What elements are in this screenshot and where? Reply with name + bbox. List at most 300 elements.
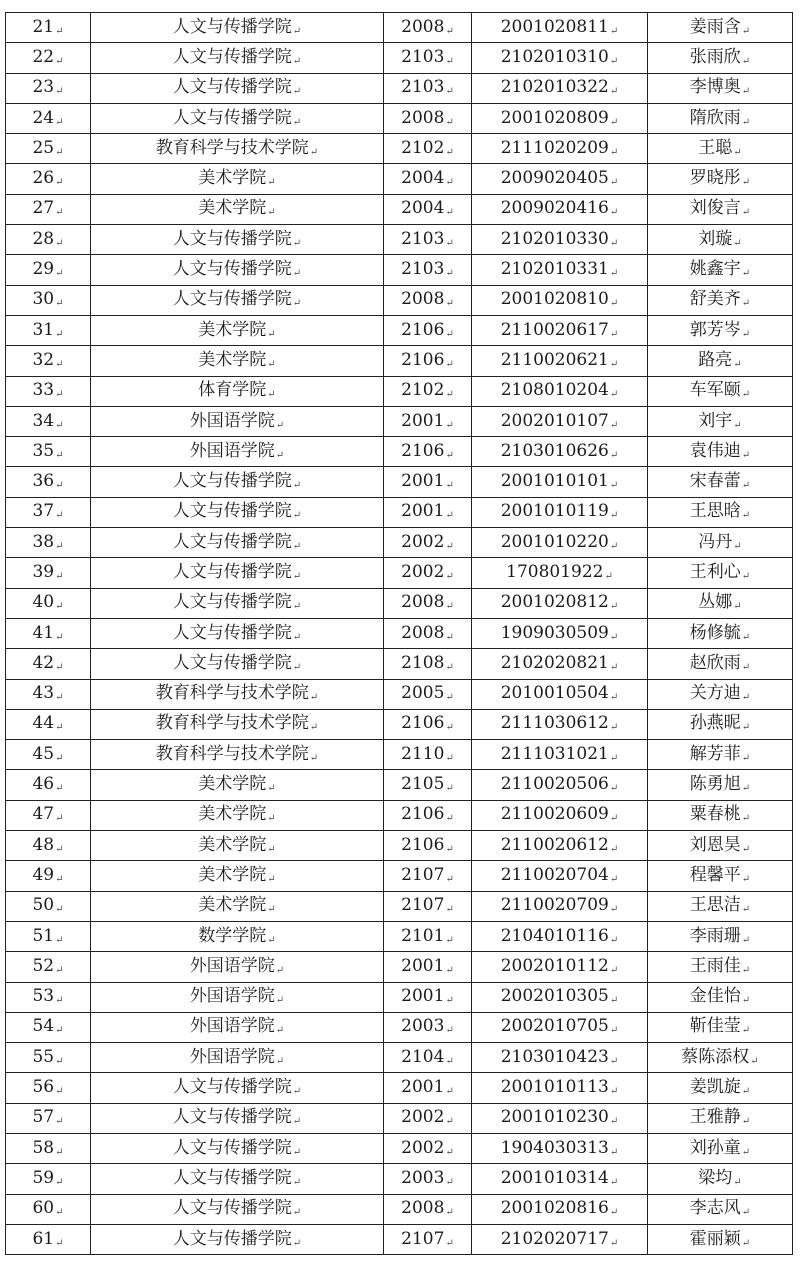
- paragraph-mark-icon: ↵: [292, 298, 302, 310]
- student-id-cell: [472, 376, 648, 406]
- cell-text: 2008: [401, 107, 445, 128]
- class-code-cell: [384, 376, 472, 406]
- row-number-cell: [6, 1043, 91, 1073]
- paragraph-mark-icon: ↵: [445, 237, 454, 249]
- cell-text: 41: [32, 622, 55, 643]
- student-name-cell: [648, 1073, 793, 1103]
- cell-text: 人文与传播学院: [172, 501, 292, 522]
- class-code-cell: [384, 588, 472, 618]
- cell-text: 2001: [401, 501, 445, 522]
- cell-text: 外国语学院: [189, 1016, 275, 1037]
- paragraph-mark-icon: ↵: [292, 661, 302, 673]
- cell-text: 2001: [401, 1077, 445, 1098]
- cell-text: 26: [32, 168, 55, 189]
- row-number-cell: [6, 13, 91, 43]
- paragraph-mark-icon: ↵: [445, 722, 454, 734]
- cell-text: 教育科学与技术学院: [155, 713, 309, 734]
- college-cell: [91, 13, 384, 43]
- student-name-cell: [648, 800, 793, 830]
- paragraph-mark-icon: ↵: [55, 873, 64, 885]
- paragraph-mark-icon: ↵: [292, 480, 302, 492]
- paragraph-mark-icon: ↵: [609, 237, 619, 249]
- paragraph-mark-icon: ↵: [55, 1176, 64, 1188]
- paragraph-mark-icon: ↵: [604, 570, 613, 582]
- paragraph-mark-icon: ↵: [609, 328, 619, 340]
- cell-text: 程馨平: [689, 864, 741, 885]
- paragraph-mark-icon: ↵: [741, 964, 751, 976]
- college-cell: [91, 103, 384, 133]
- cell-text: 2103010626: [500, 440, 609, 461]
- cell-text: 人文与传播学院: [172, 107, 292, 128]
- paragraph-mark-icon: ↵: [609, 904, 619, 916]
- student-name-cell: [648, 861, 793, 891]
- row-number-cell: [6, 315, 91, 345]
- paragraph-mark-icon: ↵: [741, 55, 751, 67]
- paragraph-mark-icon: ↵: [309, 752, 319, 764]
- row-number-cell: [6, 800, 91, 830]
- paragraph-mark-icon: ↵: [609, 601, 619, 613]
- student-id-cell: [472, 225, 648, 255]
- cell-text: 教育科学与技术学院: [155, 137, 309, 158]
- student-id-cell: [472, 1133, 648, 1163]
- class-code-cell: [384, 73, 472, 103]
- paragraph-mark-icon: ↵: [275, 419, 285, 431]
- paragraph-mark-icon: ↵: [733, 146, 742, 158]
- college-cell: [91, 315, 384, 345]
- paragraph-mark-icon: ↵: [292, 25, 302, 37]
- student-id-cell: [472, 285, 648, 315]
- table-row: [6, 982, 793, 1012]
- class-code-cell: [384, 770, 472, 800]
- paragraph-mark-icon: ↵: [292, 1116, 302, 1128]
- cell-text: 2107: [401, 864, 445, 885]
- paragraph-mark-icon: ↵: [609, 813, 619, 825]
- cell-text: 61: [32, 1228, 55, 1249]
- student-id-cell: [472, 194, 648, 224]
- cell-text: 51: [32, 925, 55, 946]
- cell-text: 蔡陈添权: [681, 1046, 750, 1067]
- paragraph-mark-icon: ↵: [267, 813, 276, 825]
- row-number-cell: [6, 1073, 91, 1103]
- paragraph-mark-icon: ↵: [445, 449, 454, 461]
- cell-text: 人文与传播学院: [172, 46, 292, 67]
- cell-text: 外国语学院: [189, 955, 275, 976]
- class-code-cell: [384, 164, 472, 194]
- paragraph-mark-icon: ↵: [267, 389, 276, 401]
- cell-text: 50: [32, 895, 55, 916]
- cell-text: 2002: [401, 531, 445, 552]
- cell-text: 2106: [401, 349, 445, 370]
- cell-text: 2110020621: [500, 349, 609, 370]
- cell-text: 2102020821: [500, 652, 609, 673]
- paragraph-mark-icon: ↵: [55, 783, 64, 795]
- cell-text: 2102010322: [500, 77, 609, 98]
- paragraph-mark-icon: ↵: [445, 813, 454, 825]
- student-name-cell: [648, 164, 793, 194]
- college-cell: [91, 73, 384, 103]
- student-name-cell: [648, 649, 793, 679]
- cell-text: 郭芳岑: [689, 319, 741, 340]
- cell-text: 2107: [401, 1228, 445, 1249]
- paragraph-mark-icon: ↵: [55, 722, 64, 734]
- row-number-cell: [6, 982, 91, 1012]
- paragraph-mark-icon: ↵: [741, 661, 751, 673]
- paragraph-mark-icon: ↵: [609, 661, 619, 673]
- paragraph-mark-icon: ↵: [741, 1207, 751, 1219]
- cell-text: 60: [32, 1198, 55, 1219]
- row-number-cell: [6, 134, 91, 164]
- cell-text: 2001020810: [500, 289, 609, 310]
- cell-text: 姚鑫宇: [689, 259, 741, 280]
- cell-text: 36: [32, 471, 55, 492]
- table-row: [6, 1043, 793, 1073]
- paragraph-mark-icon: ↵: [445, 1086, 454, 1098]
- cell-text: 2001020812: [500, 592, 609, 613]
- paragraph-mark-icon: ↵: [55, 55, 64, 67]
- cell-text: 赵欣雨: [689, 652, 741, 673]
- row-number-cell: [6, 558, 91, 588]
- row-number-cell: [6, 467, 91, 497]
- college-cell: [91, 43, 384, 73]
- college-cell: [91, 225, 384, 255]
- paragraph-mark-icon: ↵: [292, 1207, 302, 1219]
- paragraph-mark-icon: ↵: [741, 843, 751, 855]
- paragraph-mark-icon: ↵: [445, 1025, 454, 1037]
- cell-text: 美术学院: [198, 198, 267, 219]
- paragraph-mark-icon: ↵: [445, 480, 454, 492]
- student-name-cell: [648, 709, 793, 739]
- cell-text: 人文与传播学院: [172, 228, 292, 249]
- cell-text: 2003: [401, 1167, 445, 1188]
- paragraph-mark-icon: ↵: [445, 631, 454, 643]
- paragraph-mark-icon: ↵: [741, 116, 751, 128]
- cell-text: 2111031021: [500, 743, 609, 764]
- paragraph-mark-icon: ↵: [609, 1086, 619, 1098]
- paragraph-mark-icon: ↵: [55, 146, 64, 158]
- class-code-cell: [384, 1194, 472, 1224]
- cell-text: 李雨珊: [689, 925, 741, 946]
- paragraph-mark-icon: ↵: [609, 55, 619, 67]
- paragraph-mark-icon: ↵: [55, 904, 64, 916]
- table-row: [6, 1073, 793, 1103]
- cell-text: 52: [32, 955, 55, 976]
- cell-text: 56: [32, 1077, 55, 1098]
- table-row: [6, 164, 793, 194]
- cell-text: 59: [32, 1167, 55, 1188]
- student-id-cell: [472, 13, 648, 43]
- paragraph-mark-icon: ↵: [445, 934, 454, 946]
- cell-text: 2002010107: [500, 410, 609, 431]
- paragraph-mark-icon: ↵: [741, 1237, 751, 1249]
- cell-text: 美术学院: [198, 168, 267, 189]
- cell-text: 体育学院: [198, 380, 267, 401]
- college-cell: [91, 618, 384, 648]
- cell-text: 外国语学院: [189, 986, 275, 1007]
- row-number-cell: [6, 861, 91, 891]
- college-cell: [91, 1133, 384, 1163]
- paragraph-mark-icon: ↵: [609, 1146, 619, 1158]
- paragraph-mark-icon: ↵: [55, 631, 64, 643]
- cell-text: 2102: [401, 380, 445, 401]
- paragraph-mark-icon: ↵: [445, 510, 454, 522]
- cell-text: 2008: [401, 1198, 445, 1219]
- college-cell: [91, 1164, 384, 1194]
- row-number-cell: [6, 618, 91, 648]
- paragraph-mark-icon: ↵: [609, 1055, 619, 1067]
- row-number-cell: [6, 406, 91, 436]
- college-cell: [91, 134, 384, 164]
- student-id-cell: [472, 437, 648, 467]
- cell-text: 58: [32, 1137, 55, 1158]
- cell-text: 金佳怡: [689, 986, 741, 1007]
- college-cell: [91, 1103, 384, 1133]
- student-name-cell: [648, 376, 793, 406]
- cell-text: 2110020506: [500, 774, 609, 795]
- college-cell: [91, 588, 384, 618]
- table-row: [6, 618, 793, 648]
- paragraph-mark-icon: ↵: [741, 904, 751, 916]
- cell-text: 2108010204: [500, 380, 609, 401]
- class-code-cell: [384, 649, 472, 679]
- cell-text: 2001010119: [500, 501, 609, 522]
- paragraph-mark-icon: ↵: [292, 601, 302, 613]
- cell-text: 23: [32, 77, 55, 98]
- class-code-cell: [384, 891, 472, 921]
- paragraph-mark-icon: ↵: [55, 692, 64, 704]
- cell-text: 粟春桃: [689, 804, 741, 825]
- paragraph-mark-icon: ↵: [55, 843, 64, 855]
- paragraph-mark-icon: ↵: [275, 995, 285, 1007]
- class-code-cell: [384, 861, 472, 891]
- paragraph-mark-icon: ↵: [741, 510, 751, 522]
- table-row: [6, 467, 793, 497]
- college-cell: [91, 285, 384, 315]
- cell-text: 2110020612: [500, 834, 609, 855]
- cell-text: 2106: [401, 834, 445, 855]
- college-cell: [91, 1194, 384, 1224]
- student-id-cell: [472, 982, 648, 1012]
- class-code-cell: [384, 1224, 472, 1254]
- cell-text: 1909030509: [500, 622, 609, 643]
- paragraph-mark-icon: ↵: [609, 177, 619, 189]
- cell-text: 2101: [401, 925, 445, 946]
- cell-text: 2102010310: [500, 46, 609, 67]
- cell-text: 2001: [401, 410, 445, 431]
- paragraph-mark-icon: ↵: [292, 1176, 302, 1188]
- cell-text: 2002: [401, 1137, 445, 1158]
- paragraph-mark-icon: ↵: [55, 207, 64, 219]
- student-name-cell: [648, 831, 793, 861]
- class-code-cell: [384, 921, 472, 951]
- cell-text: 29: [32, 259, 55, 280]
- paragraph-mark-icon: ↵: [741, 631, 751, 643]
- cell-text: 33: [32, 380, 55, 401]
- cell-text: 王聪: [698, 137, 733, 158]
- cell-text: 2001: [401, 986, 445, 1007]
- row-number-cell: [6, 497, 91, 527]
- cell-text: 关方迪: [689, 683, 741, 704]
- cell-text: 40: [32, 592, 55, 613]
- student-id-cell: [472, 1073, 648, 1103]
- student-id-cell: [472, 1224, 648, 1254]
- college-cell: [91, 346, 384, 376]
- paragraph-mark-icon: ↵: [445, 1207, 454, 1219]
- paragraph-mark-icon: ↵: [741, 480, 751, 492]
- paragraph-mark-icon: ↵: [292, 510, 302, 522]
- paragraph-mark-icon: ↵: [741, 783, 751, 795]
- paragraph-mark-icon: ↵: [292, 631, 302, 643]
- paragraph-mark-icon: ↵: [741, 449, 751, 461]
- paragraph-mark-icon: ↵: [292, 570, 302, 582]
- cell-text: 2002: [401, 1107, 445, 1128]
- college-cell: [91, 497, 384, 527]
- table-row: [6, 103, 793, 133]
- paragraph-mark-icon: ↵: [733, 237, 742, 249]
- row-number-cell: [6, 437, 91, 467]
- row-number-cell: [6, 346, 91, 376]
- cell-text: 外国语学院: [189, 440, 275, 461]
- table-row: [6, 679, 793, 709]
- cell-text: 2102: [401, 137, 445, 158]
- paragraph-mark-icon: ↵: [741, 207, 751, 219]
- cell-text: 2008: [401, 289, 445, 310]
- cell-text: 2002010705: [500, 1016, 609, 1037]
- paragraph-mark-icon: ↵: [741, 1086, 751, 1098]
- college-cell: [91, 952, 384, 982]
- table-row: [6, 134, 793, 164]
- cell-text: 2001020816: [500, 1198, 609, 1219]
- college-cell: [91, 558, 384, 588]
- cell-text: 人文与传播学院: [172, 471, 292, 492]
- paragraph-mark-icon: ↵: [609, 116, 619, 128]
- cell-text: 2008: [401, 622, 445, 643]
- class-code-cell: [384, 709, 472, 739]
- row-number-cell: [6, 376, 91, 406]
- cell-text: 解芳菲: [689, 743, 741, 764]
- paragraph-mark-icon: ↵: [445, 389, 454, 401]
- student-name-cell: [648, 346, 793, 376]
- student-id-cell: [472, 406, 648, 436]
- college-cell: [91, 528, 384, 558]
- student-name-cell: [648, 194, 793, 224]
- class-code-cell: [384, 285, 472, 315]
- college-cell: [91, 891, 384, 921]
- table-row: [6, 709, 793, 739]
- cell-text: 李志风: [689, 1198, 741, 1219]
- paragraph-mark-icon: ↵: [55, 1086, 64, 1098]
- paragraph-mark-icon: ↵: [267, 207, 276, 219]
- class-code-cell: [384, 831, 472, 861]
- table-row: [6, 588, 793, 618]
- college-cell: [91, 376, 384, 406]
- cell-text: 39: [32, 561, 55, 582]
- cell-text: 43: [32, 683, 55, 704]
- cell-text: 2003: [401, 1016, 445, 1037]
- class-code-cell: [384, 13, 472, 43]
- cell-text: 人文与传播学院: [172, 259, 292, 280]
- college-cell: [91, 194, 384, 224]
- student-name-cell: [648, 921, 793, 951]
- paragraph-mark-icon: ↵: [292, 55, 302, 67]
- college-cell: [91, 679, 384, 709]
- paragraph-mark-icon: ↵: [445, 116, 454, 128]
- table-row: [6, 1012, 793, 1042]
- paragraph-mark-icon: ↵: [55, 995, 64, 1007]
- cell-text: 美术学院: [198, 349, 267, 370]
- paragraph-mark-icon: ↵: [609, 298, 619, 310]
- cell-text: 袁伟迪: [689, 440, 741, 461]
- cell-text: 27: [32, 198, 55, 219]
- cell-text: 2002010305: [500, 986, 609, 1007]
- row-number-cell: [6, 73, 91, 103]
- class-code-cell: [384, 1133, 472, 1163]
- row-number-cell: [6, 1133, 91, 1163]
- cell-text: 美术学院: [198, 804, 267, 825]
- row-number-cell: [6, 43, 91, 73]
- paragraph-mark-icon: ↵: [55, 964, 64, 976]
- cell-text: 2110: [401, 743, 445, 764]
- class-code-cell: [384, 1103, 472, 1133]
- cell-text: 2111020209: [500, 137, 609, 158]
- paragraph-mark-icon: ↵: [609, 268, 619, 280]
- cell-text: 王思晗: [689, 501, 741, 522]
- cell-text: 李博奥: [689, 77, 741, 98]
- table-row: [6, 437, 793, 467]
- cell-text: 2110020609: [500, 804, 609, 825]
- cell-text: 王雅静: [689, 1107, 741, 1128]
- paragraph-mark-icon: ↵: [55, 116, 64, 128]
- college-cell: [91, 1012, 384, 1042]
- student-id-cell: [472, 921, 648, 951]
- cell-text: 2106: [401, 713, 445, 734]
- paragraph-mark-icon: ↵: [445, 146, 454, 158]
- class-code-cell: [384, 103, 472, 133]
- paragraph-mark-icon: ↵: [275, 964, 285, 976]
- college-cell: [91, 1073, 384, 1103]
- student-name-cell: [648, 225, 793, 255]
- class-code-cell: [384, 952, 472, 982]
- cell-text: 人文与传播学院: [172, 1077, 292, 1098]
- paragraph-mark-icon: ↵: [275, 1025, 285, 1037]
- cell-text: 姜雨含: [689, 16, 741, 37]
- paragraph-mark-icon: ↵: [445, 1176, 454, 1188]
- row-number-cell: [6, 194, 91, 224]
- table-row: [6, 346, 793, 376]
- paragraph-mark-icon: ↵: [55, 358, 64, 370]
- class-code-cell: [384, 1073, 472, 1103]
- table-row: [6, 1103, 793, 1133]
- paragraph-mark-icon: ↵: [733, 358, 742, 370]
- cell-text: 2001020809: [500, 107, 609, 128]
- paragraph-mark-icon: ↵: [609, 843, 619, 855]
- cell-text: 57: [32, 1107, 55, 1128]
- cell-text: 24: [32, 107, 55, 128]
- cell-text: 美术学院: [198, 319, 267, 340]
- student-name-cell: [648, 679, 793, 709]
- class-code-cell: [384, 315, 472, 345]
- paragraph-mark-icon: ↵: [741, 570, 751, 582]
- student-name-cell: [648, 740, 793, 770]
- paragraph-mark-icon: ↵: [741, 1146, 751, 1158]
- cell-text: 教育科学与技术学院: [155, 683, 309, 704]
- cell-text: 隋欣雨: [689, 107, 741, 128]
- class-code-cell: [384, 679, 472, 709]
- cell-text: 2111030612: [500, 713, 609, 734]
- paragraph-mark-icon: ↵: [445, 540, 454, 552]
- paragraph-mark-icon: ↵: [55, 1025, 64, 1037]
- table-row: [6, 1133, 793, 1163]
- paragraph-mark-icon: ↵: [309, 692, 319, 704]
